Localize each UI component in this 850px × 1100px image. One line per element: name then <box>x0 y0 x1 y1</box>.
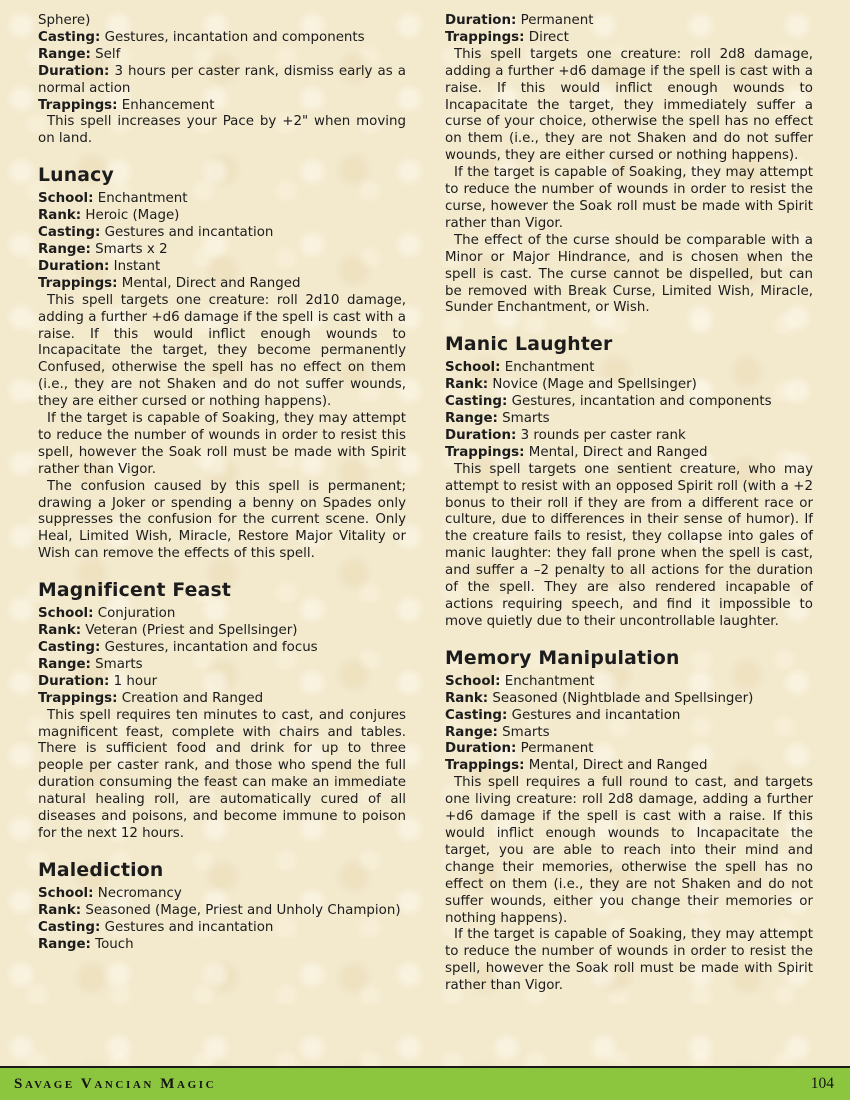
stat-label: Casting: <box>38 919 101 935</box>
stat-label: School: <box>38 885 94 901</box>
body-paragraph: If the target is capable of Soaking, they may attempt to reduce the number of wounds in order to resist the spell, however the Soak roll must be made with Spirit rather than Vigor. <box>445 927 813 994</box>
stat-line <box>445 708 813 725</box>
stat-value: 1 hour <box>113 673 158 689</box>
stat-label: Rank: <box>38 902 82 918</box>
stat-value: Enhancement <box>121 97 215 113</box>
stat-line <box>38 208 406 225</box>
page-footer <box>0 1066 850 1100</box>
stat-label: Trappings: <box>445 444 525 460</box>
stat-value: Mental, Direct and Ranged <box>528 758 708 774</box>
stat-line <box>445 758 813 775</box>
stat-label: School: <box>445 360 501 376</box>
stat-value: Conjuration <box>97 606 176 622</box>
stat-line <box>445 411 813 428</box>
stat-line <box>38 98 406 115</box>
stat-line <box>445 13 813 30</box>
body-paragraph: This spell requires ten minutes to cast, and conjures magnificent feast, complete with chairs and tables. There is sufficient food and drink for up to three people per caster rank, and those who spend the full duration consuming the feast can make an immediate natural healing roll, are automatically cured of all diseases and poisons, and become immune to poison for the next 12 hours. <box>38 707 406 841</box>
stat-line <box>38 259 406 276</box>
stat-value: Enchantment <box>97 191 188 207</box>
stat-line <box>38 191 406 208</box>
body-paragraph: This spell requires a full round to cast, and targets one living creature: roll 2d8 damage, adding a further +d6 damage if the spell is cast with a raise. If this would inflict enough wounds to Incapacitate the target, you are able to reach into their mind and change their memories, otherwise the spell has no effect on them (i.e., they are not Shaken and do not suffer wounds, either you change their memories or nothing happens). <box>445 775 813 926</box>
stat-line <box>38 886 406 903</box>
stat-line <box>38 47 406 64</box>
stat-value: Gestures, incantation and components <box>104 29 365 45</box>
stat-value: Direct <box>528 29 569 45</box>
stat-label: Range: <box>38 656 91 672</box>
stat-label: Range: <box>445 411 498 427</box>
stat-label: Trappings: <box>38 690 118 706</box>
spell-heading: Malediction <box>38 859 164 881</box>
stat-label: Rank: <box>38 623 82 639</box>
stat-line <box>38 30 406 47</box>
stat-line <box>445 691 813 708</box>
stat-line <box>38 606 406 623</box>
stat-label: Casting: <box>445 394 508 410</box>
stat-line <box>38 225 406 242</box>
stat-label: Duration: <box>445 741 517 757</box>
stat-line <box>38 640 406 657</box>
body-paragraph: This spell targets one creature: roll 2d10 damage, adding a further +d6 damage if the spell is cast with a raise. If this would inflict enough wounds to Incapacitate the target, they become permanently Confused, otherwise the spell has no effect on them (i.e., they are not Shaken and do not suffer wounds, they are either cursed or nothing happens). <box>38 292 406 410</box>
stat-value: Seasoned (Mage, Priest and Unholy Champion) <box>85 902 401 918</box>
body-paragraph: This spell increases your Pace by +2" when moving on land. <box>38 114 406 147</box>
stat-value: Gestures, incantation and focus <box>104 640 318 655</box>
stat-label: Trappings: <box>38 275 118 291</box>
column-left <box>38 13 406 995</box>
footer-page-number: 104 <box>810 1075 834 1092</box>
stat-value: Enchantment <box>504 673 595 689</box>
body-paragraph: The confusion caused by this spell is permanent; drawing a Joker or spending a benny on Spades only suppresses the confusion for the current scene. Only Heal, Limited Wish, Miracle, Restore Major Vitality or Wish can remove the effects of this spell. <box>38 478 406 562</box>
stat-value: Smarts <box>95 656 143 672</box>
stat-label: Duration: <box>38 258 110 274</box>
stat-value: Mental, Direct and Ranged <box>528 444 708 460</box>
stat-label: Duration: <box>445 427 517 443</box>
stat-label: Rank: <box>445 377 489 393</box>
stat-label: School: <box>38 606 94 622</box>
stat-line <box>445 30 813 47</box>
continuation-text: Sphere) <box>38 13 91 28</box>
stat-label: Range: <box>445 724 498 740</box>
body-paragraph: If the target is capable of Soaking, they may attempt to reduce the number of wounds in order to resist the curse, however the Soak roll must be made with Spirit rather than Vigor. <box>445 165 813 231</box>
stat-line <box>38 623 406 640</box>
body-paragraph: The effect of the curse should be comparable with a Minor or Major Hindrance, and is chosen when the spell is cast. The curse cannot be dispelled, but can be removed with Break Curse, Limited Wish, Miracle, Sunder Enchantment, or Wish. <box>445 232 813 316</box>
stat-line <box>445 428 813 445</box>
stat-value: Self <box>95 46 121 62</box>
stat-line <box>38 920 406 937</box>
stat-line <box>38 937 406 954</box>
stat-value: Touch <box>95 936 134 952</box>
stat-value: Creation and Ranged <box>121 690 264 706</box>
stat-value: Necromancy <box>97 885 182 901</box>
stat-value: Mental, Direct and Ranged <box>121 275 301 291</box>
stat-line <box>445 394 813 411</box>
stat-value: Gestures and incantation <box>104 919 274 935</box>
stat-line <box>38 903 406 920</box>
stat-value: Instant <box>113 258 161 274</box>
stat-value: Permanent <box>520 741 594 757</box>
stat-value: Seasoned (Nightblade and Spellsinger) <box>492 690 754 706</box>
stat-value: Permanent <box>520 13 594 28</box>
stat-label: Range: <box>38 46 91 62</box>
stat-value: Heroic (Mage) <box>85 208 180 224</box>
stat-line <box>38 64 406 98</box>
body-paragraph: This spell targets one sentient creature, who may attempt to resist with an opposed Spirit roll (with a +2 bonus to their roll if they are from a different race or culture, due to differences in their sense of humor). If the creature fails to resist, they collapse into gales of manic laughter: they fall prone when the spell is cast, and suffer a –2 penalty to all actions for the duration of the spell. They are also rendered incapable of actions requiring speech, and find it impossible to move quietly due to their uncontrollable laughter. <box>445 461 813 629</box>
stat-value: 3 rounds per caster rank <box>520 427 686 443</box>
stat-label: Trappings: <box>445 29 525 45</box>
stat-line <box>445 360 813 377</box>
stat-value: Smarts x 2 <box>95 241 168 257</box>
stat-line <box>38 242 406 259</box>
stat-line <box>445 725 813 742</box>
stat-line <box>38 674 406 691</box>
stat-label: Casting: <box>38 225 101 241</box>
stat-label: Casting: <box>38 640 101 655</box>
stat-value: Novice (Mage and Spellsinger) <box>492 377 697 393</box>
body-paragraph: If the target is capable of Soaking, they may attempt to reduce the number of wounds in order to resist this spell, however the Soak roll must be made with Spirit rather than Vigor. <box>38 411 406 477</box>
stat-value: Veteran (Priest and Spellsinger) <box>85 623 298 639</box>
stat-line <box>445 445 813 462</box>
stat-label: Duration: <box>445 13 517 28</box>
stat-label: Duration: <box>38 63 110 79</box>
content-columns <box>38 13 813 995</box>
spell-heading: Memory Manipulation <box>445 647 680 669</box>
stat-value: Smarts <box>502 724 550 740</box>
stat-label: Range: <box>38 936 91 952</box>
stat-value: 3 hours per caster rank, dismiss early as a normal action <box>38 63 406 96</box>
stat-label: Casting: <box>445 707 508 723</box>
stat-label: Range: <box>38 241 91 257</box>
stat-label: Rank: <box>38 208 82 224</box>
stat-label: School: <box>38 191 94 207</box>
stat-value: Gestures and incantation <box>511 707 681 723</box>
stat-value: Gestures and incantation <box>104 225 274 241</box>
spell-heading: Magnificent Feast <box>38 580 232 602</box>
stat-value: Enchantment <box>504 360 595 376</box>
stat-line <box>445 377 813 394</box>
body-paragraph: This spell targets one creature: roll 2d8 damage, adding a further +d6 damage if the spell is cast with a raise. If this would inflict enough wounds to Incapacitate the target, they immediately suffer a curse of your choice, otherwise the spell has no effect on them (i.e., they are not Shaken and do not suffer wounds, they are either cursed or nothing happens). <box>445 46 813 164</box>
stat-value: Gestures, incantation and components <box>511 394 772 410</box>
spell-heading: Manic Laughter <box>445 334 613 356</box>
stat-label: Casting: <box>38 29 101 45</box>
stat-line <box>38 691 406 708</box>
stat-label: Rank: <box>445 690 489 706</box>
column-right <box>445 13 813 995</box>
stat-label: Duration: <box>38 673 110 689</box>
stat-line <box>38 657 406 674</box>
stat-label: Trappings: <box>38 97 118 113</box>
stat-line <box>445 674 813 691</box>
stat-value: Smarts <box>502 411 550 427</box>
stat-line <box>445 741 813 758</box>
stat-label: School: <box>445 673 501 689</box>
spell-heading: Lunacy <box>38 165 114 187</box>
footer-book-title: Savage Vancian Magic <box>14 1075 217 1092</box>
stat-label: Trappings: <box>445 758 525 774</box>
stat-line <box>38 276 406 293</box>
